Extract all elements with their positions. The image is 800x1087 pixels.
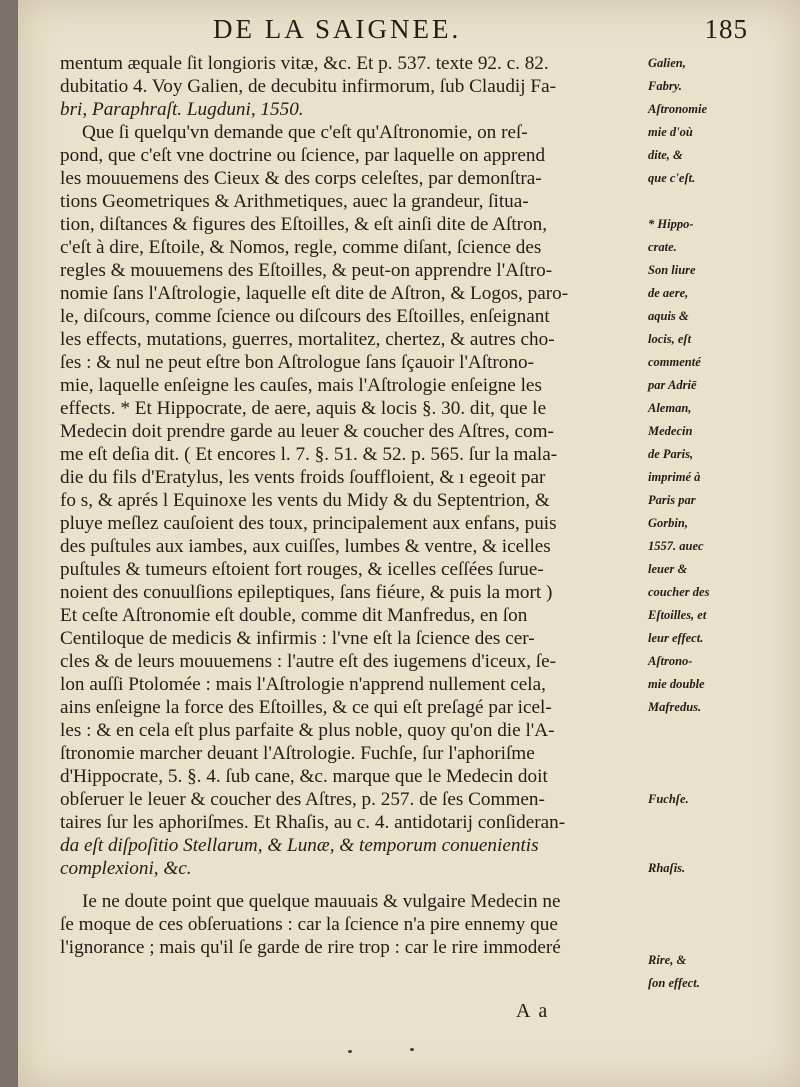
running-title: DE LA SAIGNEE. bbox=[213, 14, 462, 44]
text-line: Ie ne doute point que quelque mauuais & vulgaire Medecin ne bbox=[82, 891, 561, 912]
text-line: die du fils d'Eratylus, les vents froids ſouffloient, & ı egeoit par bbox=[60, 467, 546, 488]
margin-note: locis, eſt bbox=[648, 332, 692, 346]
text-line: ſes : & nul ne peut eſtre bon Aſtrologue ſans ſçauoir l'Aſtrono- bbox=[60, 352, 534, 373]
text-line: tions Geometriques & Arithmetiques, auec la grandeur, ſitua- bbox=[60, 191, 529, 212]
margin-note: dite, & bbox=[648, 148, 683, 162]
text-line: d'Hippocrate, 5. §. 4. ſub cane, &c. marque que le Medecin doit bbox=[60, 766, 548, 787]
text-line: pluye meſlez cauſoient des toux, principalement aux enfans, puis bbox=[60, 513, 557, 534]
margin-note: commenté bbox=[648, 355, 701, 369]
margin-note: Aleman, bbox=[648, 401, 692, 415]
catchword: A a bbox=[516, 1000, 550, 1022]
text-line: bri, Paraphraſt. Lugduni, 1550. bbox=[60, 99, 304, 120]
margin-note: crate. bbox=[648, 240, 677, 254]
margin-note: aquis & bbox=[648, 309, 689, 323]
text-line: me eſt deſia dit. ( Et encores l. 7. §. 51. & 52. p. 565. ſur la mala- bbox=[60, 444, 558, 465]
text-line: obſeruer le leuer & coucher des Aſtres, p. 257. de ſes Commen- bbox=[60, 789, 545, 810]
paper-speck bbox=[410, 1048, 414, 1051]
text-line: mentum æquale ſit longioris vitæ, &c. Et p. 537. texte 92. c. 82. bbox=[60, 53, 549, 74]
text-line: tion, diſtances & figures des Eſtoilles, & eſt ainſi dite de Aſtron, bbox=[60, 214, 548, 235]
margin-note: leur effect. bbox=[648, 631, 704, 645]
text-line: noient des conuulſions epileptiques, ſans fiéure, & puis la mort ) bbox=[60, 582, 553, 603]
margin-note: par Adriē bbox=[648, 378, 697, 392]
text-line: c'eſt à dire, Eſtoile, & Nomos, regle, comme diſant, ſcience des bbox=[60, 237, 542, 258]
margin-note: 1557. auec bbox=[648, 539, 704, 553]
margin-note: Galien, bbox=[648, 56, 686, 70]
text-line: da eſt diſpoſitio Stellarum, & Lunæ, & temporum conuenientis bbox=[60, 835, 539, 856]
margin-notes bbox=[648, 52, 798, 995]
text-line: Centiloque de medicis & infirmis : l'vne eſt la ſcience des cer- bbox=[60, 628, 535, 649]
running-header bbox=[168, 14, 748, 50]
paper-speck bbox=[348, 1050, 352, 1053]
margin-note: mie d'où bbox=[648, 125, 693, 139]
margin-note: * Hippo- bbox=[648, 217, 694, 231]
margin-note: Medecin bbox=[648, 424, 693, 438]
text-line: Et ceſte Aſtronomie eſt double, comme dit Manfredus, en ſon bbox=[60, 605, 528, 626]
margin-note: Son liure bbox=[648, 263, 696, 277]
text-line: des puſtules aux iambes, aux cuiſſes, lumbes & ventre, & icelles bbox=[60, 536, 551, 557]
text-line: taires ſur les aphoriſmes. Et Rhaſis, au c. 4. antidotarij conſideran- bbox=[60, 812, 566, 833]
text-line: les effects, mutations, guerres, mortalitez, chertez, & autres cho- bbox=[60, 329, 555, 350]
text-line: le, diſcours, comme ſcience ou diſcours des Eſtoilles, enſeignant bbox=[60, 306, 550, 327]
text-line: mie, laquelle enſeigne les cauſes, mais l'Aſtrologie enſeigne les bbox=[60, 375, 542, 396]
margin-note: Aſtrono- bbox=[648, 654, 693, 668]
page-number: 185 bbox=[704, 14, 748, 44]
text-line: ſe moque de ces obſeruations : car la ſcience n'a pire ennemy que bbox=[60, 914, 558, 935]
margin-spacer bbox=[648, 742, 798, 765]
text-line: les mouuemens des Cieux & des corps celeſtes, par demonſtra- bbox=[60, 168, 542, 189]
margin-spacer bbox=[648, 765, 798, 788]
text-line: puſtules & tumeurs eſtoient fort rouges, & icelles ceſſées ſurue- bbox=[60, 559, 544, 580]
margin-note: Gorbin, bbox=[648, 516, 688, 530]
text-line: ains enſeigne la force des Eſtoilles, & ce qui eſt preſagé par icel- bbox=[60, 697, 552, 718]
margin-spacer bbox=[648, 811, 798, 834]
text-line: regles & mouuemens des Eſtoilles, & peut-on apprendre l'Aſtro- bbox=[60, 260, 553, 281]
text-line: Medecin doit prendre garde au leuer & coucher des Aſtres, com- bbox=[60, 421, 554, 442]
margin-note: que c'eſt. bbox=[648, 171, 696, 185]
text-line: fo s, & aprés l Equinoxe les vents du Midy & du Septentrion, & bbox=[60, 490, 550, 511]
text-line: dubitatio 4. Voy Galien, de decubitu infirmorum, ſub Claudij Fa- bbox=[60, 76, 556, 97]
margin-note: ſon effect. bbox=[648, 976, 700, 990]
margin-note: mie double bbox=[648, 677, 705, 691]
margin-note: Paris par bbox=[648, 493, 696, 507]
margin-note: de aere, bbox=[648, 286, 689, 300]
margin-note: Rire, & bbox=[648, 953, 687, 967]
text-line: cles & de leurs mouuemens : l'autre eſt des iugemens d'iceux, ſe- bbox=[60, 651, 557, 672]
margin-spacer bbox=[648, 834, 798, 857]
margin-note: imprimé à bbox=[648, 470, 701, 484]
text-line: ſtronomie marcher deuant l'Aſtrologie. Fuchſe, ſur l'aphoriſme bbox=[60, 743, 535, 764]
margin-spacer bbox=[648, 926, 798, 949]
margin-spacer bbox=[648, 190, 798, 213]
margin-note: Rhaſis. bbox=[648, 861, 686, 875]
margin-note: leuer & bbox=[648, 562, 688, 576]
margin-note: Fabry. bbox=[648, 79, 682, 93]
main-text-block bbox=[60, 52, 664, 959]
book-page bbox=[18, 0, 800, 1087]
margin-spacer bbox=[648, 880, 798, 903]
margin-note: coucher des bbox=[648, 585, 710, 599]
text-line: pond, que c'eſt vne doctrine ou ſcience, par laquelle on apprend bbox=[60, 145, 546, 166]
text-line: les : & en cela eſt plus parfaite & plus noble, quoy qu'on die l'A- bbox=[60, 720, 555, 741]
text-line: effects. * Et Hippocrate, de aere, aquis & locis §. 30. dit, que le bbox=[60, 398, 547, 419]
text-line: lon auſſi Ptolomée : mais l'Aſtrologie n'apprend nullement cela, bbox=[60, 674, 546, 695]
margin-note: de Paris, bbox=[648, 447, 694, 461]
margin-spacer bbox=[648, 719, 798, 742]
text-line: l'ignorance ; mais qu'il ſe garde de rire trop : car le rire immoderé bbox=[60, 937, 561, 958]
margin-note: Eſtoilles, et bbox=[648, 608, 707, 622]
text-line: nomie ſans l'Aſtrologie, laquelle eſt dite de Aſtron, & Logos, paro- bbox=[60, 283, 569, 304]
margin-note: Aſtronomie bbox=[648, 102, 708, 116]
margin-spacer bbox=[648, 903, 798, 926]
text-line: complexioni, &c. bbox=[60, 858, 192, 879]
margin-note: Fuchſe. bbox=[648, 792, 689, 806]
text-line: Que ſi quelqu'vn demande que c'eſt qu'Aſtronomie, on reſ- bbox=[82, 122, 528, 143]
margin-note: Mafredus. bbox=[648, 700, 702, 714]
